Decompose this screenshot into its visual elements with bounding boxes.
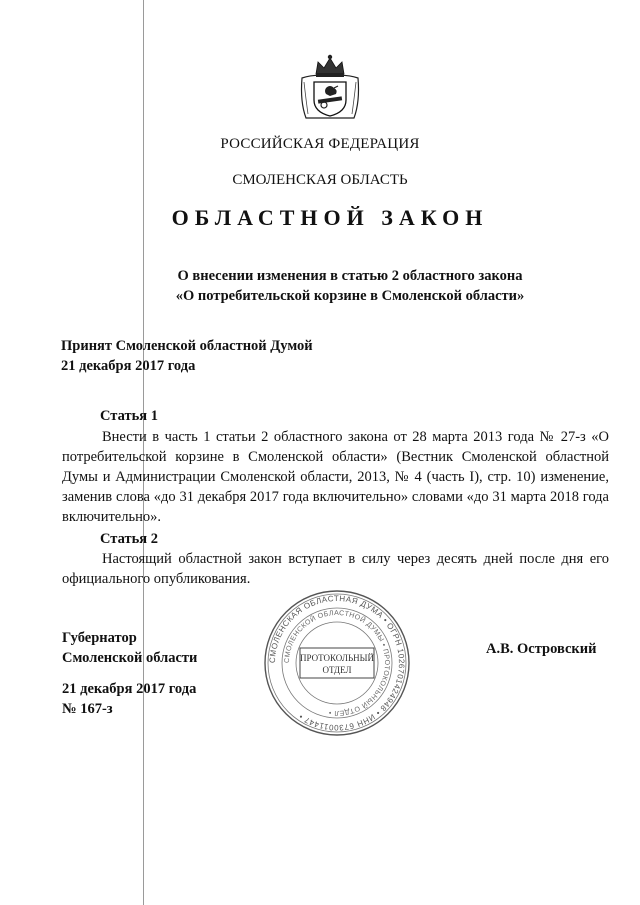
signatory-position-line-1: Губернатор — [62, 630, 137, 646]
signatory-name: А.В. Островский — [486, 641, 597, 657]
article-2-body: Настоящий областной закон вступает в силу через десять дней после дня его официального опубликования. — [62, 551, 609, 587]
law-subject-line-2: «О потребительской корзине в Смоленской области» — [175, 288, 525, 304]
adoption-date: 21 декабря 2017 года — [61, 358, 196, 374]
adoption-line-1: Принят Смоленской областной Думой — [61, 338, 313, 354]
law-number: № 167-з — [62, 701, 113, 717]
official-seal-stamp-icon — [262, 588, 412, 738]
article-2-text — [62, 549, 609, 589]
smolensk-coat-of-arms-icon — [296, 52, 364, 124]
article-1-title: Статья 1 — [100, 408, 158, 424]
seal-center-line-2: ОТДЕЛ — [322, 665, 352, 675]
law-subject-line-1: О внесении изменения в статью 2 областного закона — [177, 268, 523, 284]
article-2-title: Статья 2 — [100, 531, 158, 547]
signatory-position — [62, 628, 197, 668]
country-heading: РОССИЙСКАЯ ФЕДЕРАЦИЯ — [220, 136, 420, 152]
seal-outer-text: СМОЛЕНСКАЯ ОБЛАСТНАЯ ДУМА • ОГРН 1026701424948 • ИНН 6730011447 • — [267, 593, 407, 733]
adoption-block — [61, 336, 313, 376]
law-date-number — [62, 679, 196, 719]
article-1-text — [62, 427, 609, 527]
region-heading: СМОЛЕНСКАЯ ОБЛАСТЬ — [232, 172, 408, 188]
seal-center-line-1: ПРОТОКОЛЬНЫЙ — [300, 653, 374, 663]
article-1-body: Внести в часть 1 статьи 2 областного закона от 28 марта 2013 года № 27-з «О потребительской корзине в Смоленской области» (Вестник Смоленской областной Думы и Администрации Смоленской области, 2013, № 4 (часть I), стр. 10) изменение, заменив слова «до 31 декабря 2017 года включительно» словами «до 31 марта 2018 года включительно». — [62, 429, 609, 525]
law-subject — [60, 266, 640, 306]
law-date: 21 декабря 2017 года — [62, 681, 197, 697]
seal-inner-text: СМОЛЕНСКОЙ ОБЛАСТНОЙ ДУМЫ • ПРОТОКОЛЬНЫЙ ОТДЕЛ • — [283, 609, 391, 717]
law-title: ОБЛАСТНОЙ ЗАКОН — [171, 205, 489, 230]
signatory-position-line-2: Смоленской области — [62, 650, 198, 666]
